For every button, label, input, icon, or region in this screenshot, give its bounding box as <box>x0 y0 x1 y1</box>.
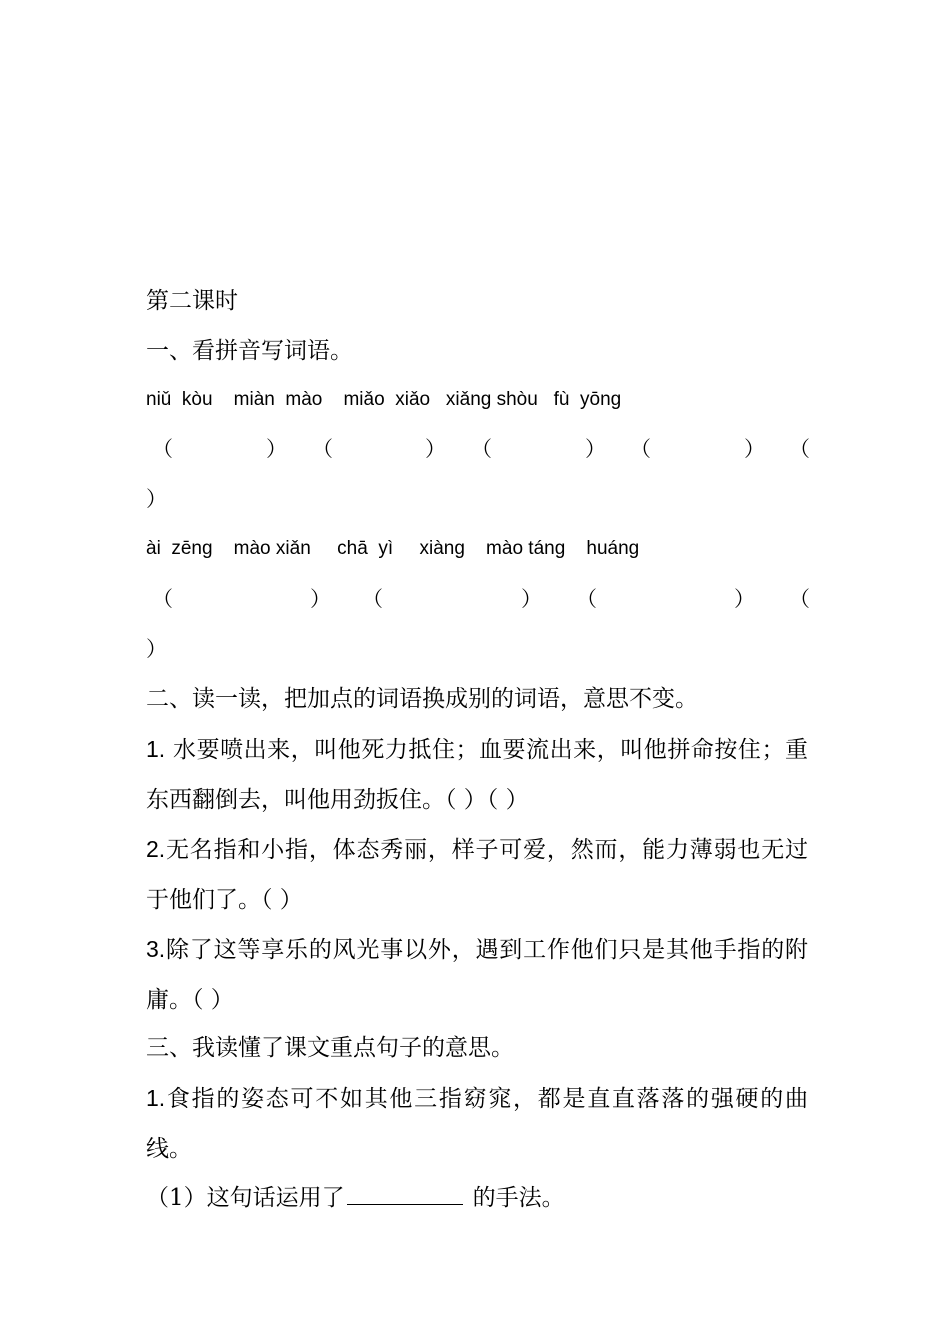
open-paren: （ <box>789 587 810 611</box>
close-paren: ） <box>585 437 606 461</box>
close-paren: ） <box>734 587 755 611</box>
subquestion-suffix: 的手法。 <box>472 1185 565 1211</box>
close-paren: ） <box>744 437 765 461</box>
close-paren: ） <box>146 637 167 661</box>
lesson-title: 第二课时 <box>146 288 238 314</box>
close-paren: ） <box>146 487 167 511</box>
open-paren: （ <box>471 437 492 461</box>
question-number: 2. <box>146 836 166 862</box>
pinyin-row-2: ài zēng mào xiǎn chā yì xiàng mào táng huáng <box>146 538 640 559</box>
subquestion-prefix: （1）这句话运用了 <box>146 1185 345 1211</box>
section2-question-3 <box>146 924 808 1025</box>
question-number: 1. <box>146 1085 166 1111</box>
question-text: 食指的姿态可不如其他三指窈窕，都是直直落落的强硬的曲线。 <box>146 1086 808 1162</box>
question-text: 除了这等享乐的风光事以外，遇到工作他们只是其他手指的附庸。（ ） <box>146 937 808 1013</box>
open-paren: （ <box>630 437 651 461</box>
close-paren: ） <box>310 587 331 611</box>
section2-heading: 二、读一读，把加点的词语换成别的词语，意思不变。 <box>146 686 698 712</box>
question-text: 水要喷出来，叫他死力抵住；血要流出来，叫他拼命按住；重东西翻倒去，叫他用劲扳住。（ ）（ ） <box>146 737 808 813</box>
close-paren: ） <box>266 437 287 461</box>
question-text: 无名指和小指，体态秀丽，样子可爱，然而，能力薄弱也无过于他们了。（ ） <box>146 837 808 913</box>
open-paren: （ <box>576 587 597 611</box>
pinyin-row-1: niǔ kòu miàn mào miǎo xiǎo xiǎng shòu fù yōng <box>146 389 622 410</box>
fill-in-blank[interactable] <box>347 1182 463 1205</box>
question-number: 1. <box>146 736 166 762</box>
close-paren: ） <box>521 587 542 611</box>
open-paren: （ <box>152 437 173 461</box>
section3-question-1 <box>146 1073 808 1174</box>
open-paren: （ <box>362 587 383 611</box>
question-number: 3. <box>146 936 166 962</box>
open-paren: （ <box>312 437 333 461</box>
close-paren: ） <box>425 437 446 461</box>
section2-question-2 <box>146 824 808 925</box>
section1-heading: 一、看拼音写词语。 <box>146 338 353 364</box>
section3-subquestion-1 <box>146 1182 565 1213</box>
section3-heading: 三、我读懂了课文重点句子的意思。 <box>146 1035 514 1061</box>
open-paren: （ <box>152 587 173 611</box>
section2-question-1 <box>146 724 808 825</box>
open-paren: （ <box>789 437 810 461</box>
